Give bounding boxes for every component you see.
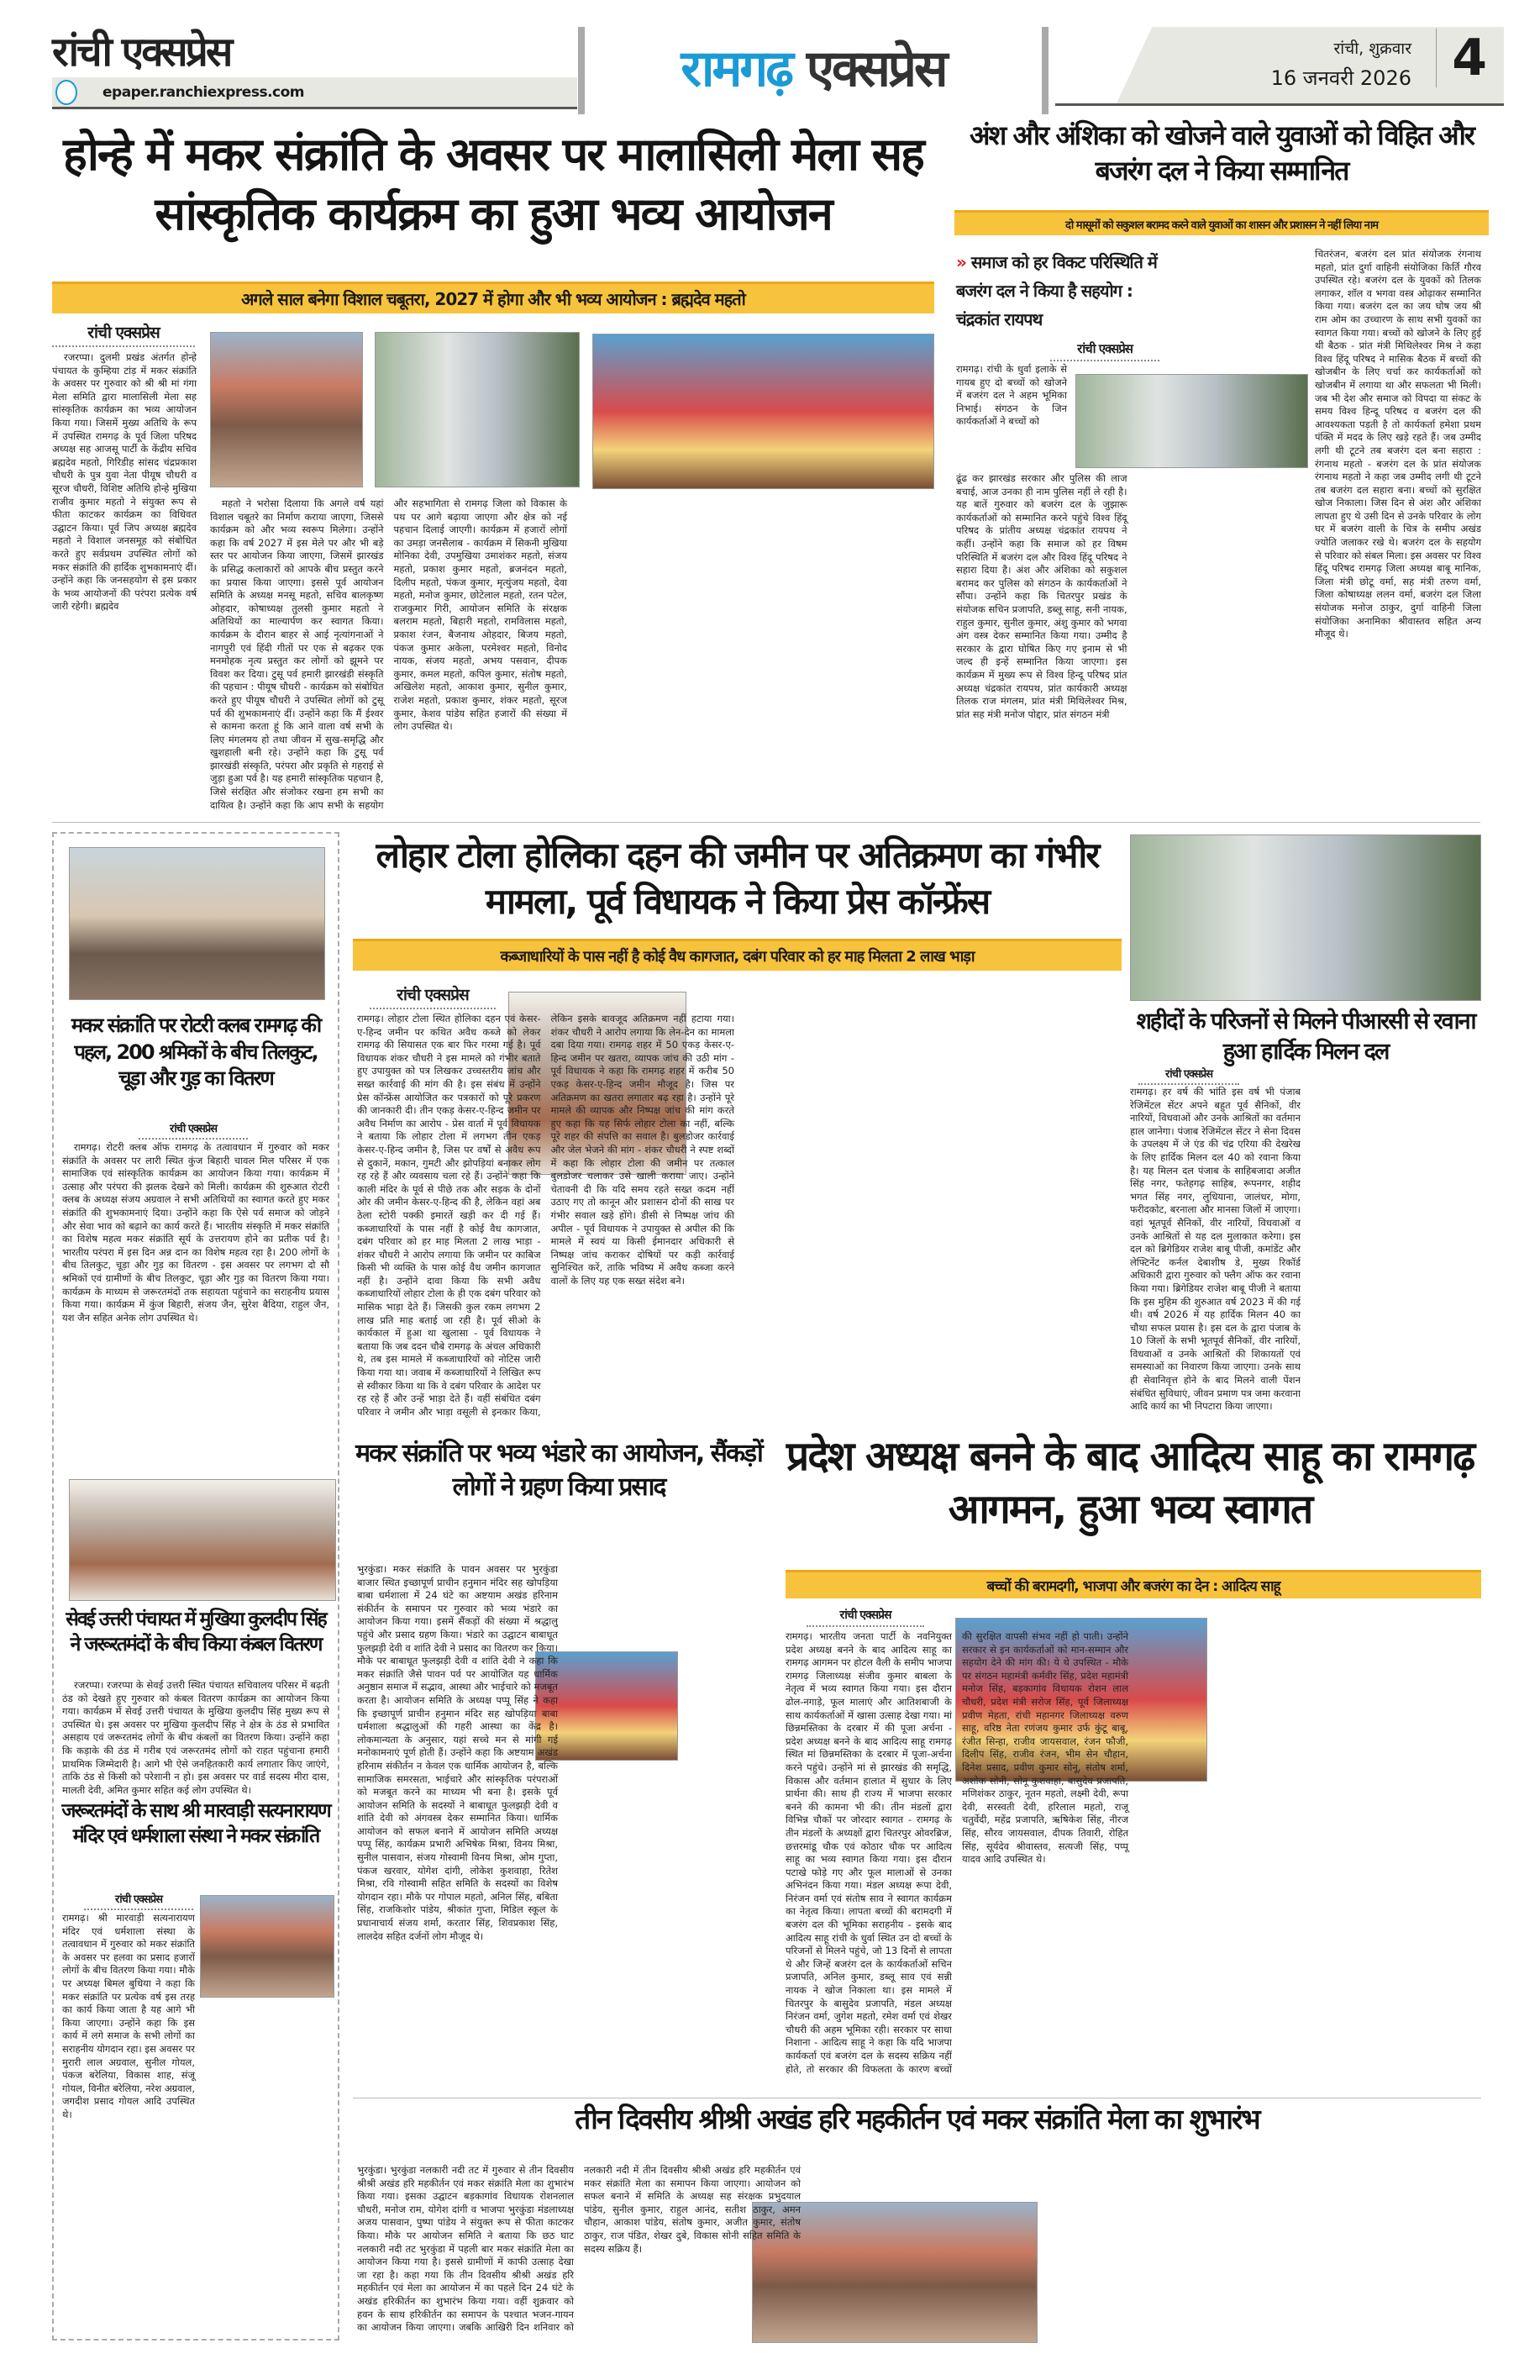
strap-lohar-tola: कब्जाधारियों के पास नहीं है कोई वैध कागजात, दबंग परिवार को हर माह मिलता 2 लाख भाड़ा <box>353 939 1122 971</box>
double-chevron-icon: » <box>956 252 966 272</box>
article-body <box>62 2004 329 2336</box>
place-day: रांची, शुक्रवार <box>1333 39 1411 58</box>
issue-date: 16 जनवरी 2026 <box>1270 66 1411 90</box>
headline-rotary: मकर संक्रांति पर रोटरी क्लब रामगढ़ की पहल, 200 श्रमिकों के बीच तिलकुट, चूड़ा और गुड़ का वितरण <box>71 1014 321 1091</box>
byline: रांची एक्सप्रेस <box>139 1120 248 1140</box>
strap-mela: अगले साल बनेगा विशाल चबूतरा, 2027 में होगा और भी भव्य आयोजन : ब्रह्मदेव महतो <box>52 282 934 313</box>
photo-marwari-samaj <box>200 1895 334 1998</box>
article-body: रामगढ़। रांची के धुर्वा इलाके से गायब हुए दो बच्चों को खोजने में बजरंग दल ने अहम भूमिका निभाई। संगठन के जिन कार्यकर्ताओं ने बच्चों को <box>956 363 1067 428</box>
edition-name-b: एक्सप्रेस <box>806 39 946 98</box>
photo-rotary-club <box>69 847 325 1000</box>
article-body: रामगढ़। लोहार टोला स्थित होलिका दहन एवं केसर-ए-हिन्द जमीन पर कथित अवैध कब्जे को लेकर रामगढ़ की सियासत एक बार फिर गरमा गई है। पूर्व विधायक शंकर चौधरी ने इस मामले को गंभीर बताते हुए उपायुक्त को पत्र लिखकर उच्चस्तरीय जांच और सख्त कार्रवाई की मांग की है। इस संबंध में उन्होंने प्रेस कॉन्फ्रेंस आयोजित कर पत्रकारों को पूरे प्रकरण की जानकारी दी। तीन एकड़ केसर-ए-हिन्द जमीन पर अवैध निर्माण का आरोप - प्रेस वार्ता में पूर्व विधायक ने बताया कि लोहार टोला में लगभग तीन एकड़ केसर-ए-हिन्द जमीन है, जिस पर वर्षों से अवैध रूप से दुकानें, मकान, गुमटी और झोपड़ियां बनाकर लोग रह रहे हैं और व्यवसाय चला रहे हैं। उन्होंने कहा कि काली मंदिर के पूर्व से पीछे तक और सड़क के दोनों ओर की जमीन केसर-ए-हिन्द की है, लेकिन वहां अब ठेला स्टोरी पक्की इमारतें खड़ी कर दी गई हैं। कब्जाधारियों के पास नहीं है कोई वैध कागजात, दबंग परिवार को हर माह मिलता 2 लाख भाड़ा - शंकर चौधरी ने आरोप लगाया कि जमीन पर काबिज किसी भी व्यक्ति के पास कोई वैध जमीन कागजात नहीं है। उन्होंने दावा किया कि सभी अवैध कब्जाधारियों लोहार टोला के ही एक दबंग परिवार को मासिक भाड़ा देते हैं। जिसकी कुल रकम लगभग 2 लाख प्रति माह बताई जा रही है। पूर्व सीओ के कार्यकाल में हुआ था खुलासा - पूर्व विधायक ने बताया कि जब ददन चौबे रामगढ़ के अंचल अधिकारी थे, तब इस मामले में कब्जाधारियों को नोटिस जारी किया गया था। जवाब में कब्जाधारियों ने लिखित रूप से स्वीकार किया था कि वे दबंग परिवार के आदेश पर रह रहे हैं और उन्हें भाड़ा देते हैं। वहीं संबंधित दबंग परिवार ने जमीन और भाड़ा वसूली से इनकार किया, लेकिन इसके बावजूद अतिक्रमण नहीं हटाया गया। शंकर चौधरी ने आरोप लगाया कि लेन-देन का मामला दबा दिया गया। रामगढ़ शहर में 50 एकड़ केसर-ए-हिन्द जमीन पर खतरा, व्यापक जांच की उठी मांग - पूर्व विधायक ने कहा कि रामगढ़ शहर में करीब 50 एकड़ केसर-ए-हिन्द जमीन मौजूद है। जिस पर अतिक्रमण का खतरा लगातार बढ़ रहा है। उन्होंने पूरे मामले की व्यापक और निष्पक्ष जांच की मांग करते हुए कहा कि यह सिर्फ लोहार टोला का नहीं, बल्कि पूरे शहर की संपत्ति का सवाल है। बुलडोजर कार्रवाई और जेल भेजने की मांग - शंकर चौधरी ने स्पष्ट शब्दों में कहा कि लोहार टोला की जमीन पर तत्काल बुलडोजर चलाकर उसे खाली कराया जाए। उन्होंने चेतावनी दी कि यदि समय रहते सख्त कदम नहीं उठाए गए तो कानून और प्रशासन दोनों की साख पर गंभीर सवाल खड़े होंगे। डीसी से निष्पक्ष जांच की अपील - पूर्व विधायक ने उपायुक्त से अपील की कि मामले में स्वयं या किसी ईमानदार अधिकारी से निष्पक्ष जांच कराकर दोषियों पर कड़ी कार्रवाई सुनिश्चित करें, ताकि भविष्य में अवैध कब्जा करने वालों के लिए यह एक सख्त संदेश बने। <box>357 1013 734 1418</box>
headline-shaheed: शहीदों के परिजनों से मिलने पीआरसी से रवाना हुआ हार्दिक मिलन दल <box>1136 1008 1475 1065</box>
photo-felicitation <box>1075 374 1308 468</box>
headline-bhandara: मकर संक्रांति पर भव्य भंडारे का आयोजन, सैंकड़ों लोगों ने ग्रहण किया प्रसाद <box>355 1439 762 1502</box>
strap-bajrang-dal: दो मासूमों को सकुशल बरामद करने वाले युवाओं का शासन और प्रशासन ने नहीं लिया नाम <box>954 210 1489 235</box>
masthead <box>0 0 1540 118</box>
website-url[interactable]: epaper.ranchiexpress.com <box>102 83 304 101</box>
edition-name-a: रामगढ़ <box>681 39 791 98</box>
article-body: रामगढ़। हर वर्ष की भांति इस वर्ष भी पंजाब रेजिमेंटल सेंटर अपने बहुत पूर्व सैनिकों, वीर नारियों, विधवाओं और उनके आश्रितों का वर्तमान हाल जानेगा। पंजाब रेजिमेंटल सेंटर ने सेना दिवस के उपलक्ष्य में जे एंड की चंद्र एरिया की देखरेख के लिए हार्दिक मिलन दल 40 को रवाना किया है। यह मिलन दल पंजाब के साहिबजादा अजीत सिंह नगर, फतेहगढ़ साहिब, रूपनगर, शहीद भगत सिंह नगर, लुधियाना, जालंधर, मोगा, फरीदकोट, बरनाला और मानसा जिलों में जाएगा। वहां भूतपूर्व सैनिकों, वीर नारियों, विधवाओं व उनके आश्रितों से यह दल मुलाकात करेगा। इस दल को ब्रिगेडियर राजेश बाबू पीजी, कमांडेंट और लेफ्टिनेंट कर्नल देबाशीष डे, मुख्य रिकॉर्ड अधिकारी द्वारा गुरुवार को फ्लैग ऑफ कर रवाना किया गया। ब्रिगेडियर राजेश बाबू पीजी ने बताया कि इस मुहिम की शुरुआत वर्ष 2023 में की गई थी। वर्ष 2026 में यह हार्दिक मिलन 40 का चौथा सफल प्रयास है। इस दल के द्वारा पंजाब के 10 जिलों के सभी भूतपूर्व सैनिकों, वीर नारियों, विधवाओं व उनके आश्रितों की शिकायतों एवं समस्याओं का निवारण किया जाएगा। उनके साथ ही सेवानिवृत्त होने के बाद मिलने वाली पेंशन संबंधित सुविधाएं, जीवन प्रमाण पत्र जमा करवाना आदि कार्य का भी निपटारा किया जाएगा। <box>1130 1086 1301 1413</box>
article-body: ढूंढ कर झारखंड सरकार और पुलिस की लाज बचाई, आज उनका ही नाम पुलिस नहीं ले रही है। यह बातें गुरुवार को बजरंग दल के जुझारू कार्यकर्ताओं को सम्मानित करने पहुंचे विश्व हिंदू परिषद के प्रांतीय अध्यक्ष चंद्रकांत रायपथ ने कहीं। उन्होंने कहा कि समाज को हर विषम परिस्थिति में बजरंग दल और विश्व हिंदू परिषद ने सहारा दिया है। अंश और अंशिका को सकुशल बरामद कर पुलिस को संगठन के कार्यकर्ताओं ने सौंपा। उन्होंने कहा कि चितरपुर प्रखंड के संयोजक सचिन प्रजापति, डब्लू साहू, सनी नायक, राहुल कुमार, सुनील कुमार, अंशु कुमार को भगवा अंग वस्त्र देकर सम्मानित किया गया। उम्मीद है सरकार के द्वारा घोषित किए गए इनाम से भी जल्द ही इन्हें सम्मानित किया जाएगा। इस कार्यक्रम में मुख्य रूप से विश्व हिन्दू परिषद प्रांत अध्यक्ष चंद्रकांत रायपथ, प्रांत कार्यकारी अध्यक्ष तिलक राज मंगलम, प्रांत मंत्री मिथिलेश्वर मिश्र, प्रांत सह मंत्री मनोज पोद्दार, प्रांत संगठन मंत्री <box>956 472 1127 720</box>
headline-lohar-tola: लोहार टोला होलिका दहन की जमीन पर अतिक्रमण का गंभीर मामला, पूर्व विधायक ने किया प्रेस कॉन्फ्रेंस <box>376 835 1099 923</box>
hand-pointer-icon <box>55 80 77 105</box>
byline: रांची एक्सप्रेस <box>52 321 195 347</box>
article-body: रामगढ़। रोटरी क्लब ऑफ रामगढ़ के तत्वावधान में गुरुवार को मकर संक्रांति के अवसर पर लारी स्थित कुंज बिहारी चावल मिल परिसर में एक सामाजिक एवं सांस्कृतिक कार्यक्रम का आयोजन किया गया। कार्यक्रम में उत्साह और परंपरा की झलक देखने को मिली। कार्यक्रम की शुरुआत रोटरी क्लब के अध्यक्ष संजय अग्रवाल ने सभी अतिथियों का स्वागत करते हुए मकर संक्रांति की शुभकामनाएं दिया। उन्होंने कहा कि ऐसे पर्व समाज को जोड़ने और सेवा भाव को बढ़ाने का कार्य करते हैं। भारतीय संस्कृति में मकर संक्रांति का विशेष महत्व मकर संक्रांति सूर्य के उत्तरायण होने का प्रतीक पर्व है। भारतीय परंपरा में इस दिन अन्न दान का विशेष महत्व रहा है। 200 लोगों के बीच तिलकुट, चूड़ा और गुड़ का वितरण - इस अवसर पर लगभग दो सौ श्रमिकों एवं ग्रामीणों के बीच तिलकुट, चूड़ा और गुड़ का वितरण किया गया। कार्यक्रम के माध्यम से जरूरतमंदों तक सहायता पहुंचाने का सराहनीय प्रयास किया गया। कार्यक्रम में कुंज बिहारी, संजय जैन, सुरेश बैदिया, राहुल जैन, यश जैन सहित अनेक लोग उपस्थित थे। <box>62 1141 329 1324</box>
byline: रांची एक्सप्रेस <box>1138 1066 1239 1085</box>
headline-blanket: सेवई उत्तरी पंचायत में मुखिया कुलदीप सिंह ने जरूरतमंदों के बीच किया कंबल वितरण <box>66 1609 326 1656</box>
photo-blanket-distribution <box>69 1479 336 1601</box>
headline-aditya-sahu: प्रदेश अध्यक्ष बनने के बाद आदित्य साहू का रामगढ़ आगमन, हुआ भव्य स्वागत <box>786 1433 1474 1534</box>
date-panel <box>1055 27 1504 106</box>
article-body: भुरकुंडा। मकर संक्रांति के पावन अवसर पर भुरकुंडा बाजार स्थित इच्छापूर्ण प्राचीन हनुमान मंदिर सह खोपड़िया बाबा धर्मशाला में 24 घंटे का अष्टयाम अखंड हरिनाम संकीर्तन के समापन पर गुरुवार को भव्य भंडारे का आयोजन किया गया। इसमें सैंकड़ों की संख्या में श्रद्धालु पहुंचे और प्रसाद ग्रहण किया। भंडारे का उद्घाटन बाबाधूत फुलझड़ी देवी व शांति देवी ने प्रसाद का वितरण कर किया। मौके पर बाबाधूत फुलझड़ी देवी व शांति देवी ने कहा कि मकर संक्रांति जैसे पावन पर्व पर आयोजित यह धार्मिक अनुष्ठान समाज में सद्भाव, आस्था और भाईचारे को मजबूत करता है। आयोजन समिति के अध्यक्ष पप्पू सिंह ने कहा कि इच्छापूर्ण प्राचीन हनुमान मंदिर सह खोपड़िया बाबा धर्मशाला श्रद्धालुओं की गहरी आस्था का केंद्र है। लोकमान्यता के अनुसार, यहां सच्चे मन से मांगी गई मनोकामनाएं पूर्ण होती हैं। उन्होंने कहा कि अष्टयाम अखंड हरिनाम संकीर्तन न केवल एक धार्मिक आयोजन है, बल्कि सामाजिक समरसता, भाईचारे और सांस्कृतिक परंपराओं को मजबूत करने का माध्यम भी बना है। इसके पूर्व आयोजन समिति के सदस्यों ने बाबाधूत फुलझड़ी देवी व शांति देवी को अंगवस्त्र देकर सम्मानित किया। धार्मिक आयोजन को सफल बनाने में आयोजन समिति अध्यक्ष पप्पू सिंह, कार्यक्रम प्रभारी अभिषेक मिश्रा, विनय मिश्रा, सुनील पासवान, संजय गोस्वामी विनय मिश्रा, ओम गुप्ता, पंकज खरवार, योगेश दांगी, लोकेश कुशवाहा, रितेश मिश्रा, रवि गोस्वामी सहित समिति के सदस्यों का विशेष योगदान रहा। मौके पर गोपाल महतो, अनिल सिंह, बबिता सिंह, राजकिशोर पांडेय, श्रीकांत गुप्ता, मिडिल स्कूल के प्रधानाचार्य संजय शर्मा, करतार सिंह, शिवप्रकाश सिंह, लालदेव सहित दर्जनों लोग मौजूद थे। <box>357 1563 558 1942</box>
headline-mela: होन्हे में मकर संक्रांति के अवसर पर मालासिली मेला सह सांस्कृतिक कार्यक्रम का हुआ भव्य आयोजन <box>63 128 923 241</box>
pullquote: » समाज को हर विकट परिस्थिति में बजरंग दल ने किया है सहयोग : चंद्रकांत रायपथ <box>956 252 1157 329</box>
article-body: भुरकुंडा। भुरकुंडा नलकारी नदी तट में गुरुवार से तीन दिवसीय श्रीश्री अखंड हरि महकीर्तन एवं मकर संक्रांति मेला का शुभारंभ किया गया। इसका उद्घाटन बड़कागांव विधायक रोशनलाल चौधरी, मनोज राम, योगेश दांगी व भाजपा भुरकुंडा मंडलाध्यक्ष अजय पासवान, पुष्पा पांडेय ने संयुक्त रूप से फीता काटकर किया। मौके पर आयोजन समिति ने बताया कि छठ घाट नलकारी नदी तट भुरकुंडा में पहली बार मकर संक्रांति मेला का आयोजन किया गया है। इससे ग्रामीणों में काफी उत्साह देखा जा रहा है। कहा गया कि तीन दिवसीय श्रीश्री अखंड हरि महकीर्तन एवं मेला का आयोजन में का पहले दिन 24 घंटे के अखंड हरिकीर्तन का शुभारंभ किया गया। वहीं शुक्रवार को हवन के साथ हरिकीर्तन का समापन के पश्चात भजन-गायन का आयोजन किया जाएगा। जबकि आखिरी दिन शनिवार को नलकारी नदी में तीन दिवसीय श्रीश्री अखंड हरि महकीर्तन एवं मकर संक्रांति मेला का समापन किया जाएगा। आयोजन को सफल बनाने में समिति के अध्यक्ष सह संरक्षक प्रभुदयाल पांडेय, सुनील कुमार, राहुल आनंद, सतीश ठाकुर, अमन चौहान, आकाश पांडेय, संतोष कुमार, अजीत कुमार, संतोष ठाकुर, राज पंडित, शेखर दुबे, विकास सोनी सहित समिति के सदस्य सक्रिय हैं। <box>357 2164 801 2334</box>
headline-harikirtan: तीन दिवसीय श्रीश्री अखंड हरि महकीर्तन एवं मकर संक्रांति मेला का शुभारंभ <box>575 2103 1259 2135</box>
article-body: रजरप्पा। दुलमी प्रखंड अंतर्गत होन्हे पंचायत के कुम्हिया टांड़ में मकर संक्रांति के अवसर पर गुरुवार को श्री श्री मां गंगा मेला समिति द्वारा मालासिली मेला सह सांस्कृतिक कार्यक्रम का भव्य आयोजन किया गया। जिसमें मुख्य अतिथि के रूप में उपस्थित रामगढ़ के पूर्व जिला परिषद अध्यक्ष सह आजसू पार्टी के केंद्रीय सचिव ब्रह्मदेव महतो, गिरिडीह सांसद चंद्रप्रकाश चौधरी के पुत्र युवा नेता पीयूष चौधरी व सूरज चौधरी, विशिष्ट अतिथि होन्हे मुखिया राजीव कुमार महतो ने संयुक्त रूप से फीता काटकर कार्यक्रम का विधिवत उद्घाटन किया। पूर्व जिप अध्यक्ष ब्रह्मदेव महतो ने विशाल जनसमूह को संबोधित करते हुए सर्वप्रथम उपस्थित लोगों को मकर संक्रांति की हार्दिक शुभकामनाएं दीं। उन्होंने कहा कि जनसहयोग से इस प्रकार के भव्य आयोजनों की परंपरा प्रत्येक वर्ष जारी रहेगी। ब्रह्मदेव <box>52 351 197 613</box>
article-body: चितरंजन, बजरंग दल प्रांत संयोजक रंगनाथ महतो, प्रांत दुर्गा वाहिनी संयोजिका किर्ति गौरव उपस्थित रहे। बजरंग दल के युवकों को तिलक लगाकर, शॉल व भगवा वस्त्र ओढ़ाकर सम्मानित किया गया। बजरंग दल का जय घोष जय श्री राम ओम का उच्चारण के साथ सभी युवकों का स्वागत किया गया। बच्चों को खोजने के लिए हुई थी बैठक - प्रांत मंत्री मिथिलेश्वर मिश्र ने कहा विश्व हिंदू परिषद ने मासिक बैठक में बच्चों की खोजबीन के लिए चर्चा कर कार्यकर्ताओं को खोजबीन में लगाया था और सफलता भी मिली। जब भी देश और समाज को विपदा या संकट के समय विश्व हिन्दू परिषद व बजरंग दल की आवश्यकता पड़ती है तो कार्यकर्ता हमेशा प्रथम पंक्ति में मदद के लिए खड़े रहते हैं। जब उम्मीद लगी थी टूटने तब बजरंग दल बना सहारा : रंगनाथ महतो - बजरंग दल के प्रांत संयोजक रंगनाथ महतो ने कहा जब उम्मीद लगी थी टूटने तब बजरंग दल सहारा बना। बच्चों को सुरक्षित खोज निकाला। जिस दिन से अंश और अंशिका लापता हुए थे उसी दिन से उनके परिवार के लोग घर में बजरंग वाली के चित्र के समीप अखंड ज्योति जलाकर रखे थे। बजरंग दल के सहयोग से परिवार को संबल मिला। इस अवसर पर विश्व हिंदू परिषद रामगढ़ जिला अध्यक्ष बाबू मानिक, जिला मंत्री छोटू वर्मा, सह मंत्री तरुण वर्मा, जिला कोषाध्यक्ष ललन वर्मा, बजरंग दल जिला संयोजक मनोज ठाकुर, दुर्गा वाहिनी जिला संयोजिका अनामिका श्रीवास्तव सहित अन्य मौजूद थे। <box>1315 248 1481 640</box>
photo-crowd <box>592 334 934 489</box>
website-bar <box>52 77 577 109</box>
photo-flag-off <box>1130 835 1481 1001</box>
headline-bajrang-dal: अंश और अंशिका को खोजने वाले युवाओं को विहित और बजरंग दल ने किया सम्मानित <box>970 119 1474 187</box>
edition-banner <box>578 27 1049 114</box>
divider <box>52 822 1480 823</box>
article-body: रामगढ़। भारतीय जनता पार्टी के नवनियुक्त प्रदेश अध्यक्ष बनने के बाद आदित्य साहू का रामगढ़ आगमन पर होटल वैली के समीप भाजपा रामगढ़ जिलाध्यक्ष संजीव कुमार बाबला के नेतृत्व में भव्य स्वागत किया गया। इस दौरान ढोल-नगाड़े, फूल मालाएं और आतिशबाजी के साथ कार्यकर्ताओं में खासा उत्साह देखा गया। मां छिन्नमस्तिका के दरबार में की पूजा अर्चना - प्रदेश अध्यक्ष बनने के बाद आदित्य साहू रामगढ़ स्थित मां छिन्नमस्तिका के दरबार में पूजा-अर्चना करने पहुंचे। उन्होंने मां से झारखंड की समृद्धि, विकास और वर्तमान हालात में सुधार के लिए प्रार्थना की। साथ ही राज्य में भाजपा सरकार बनने की कामना भी की। तीन मंडलों द्वारा विभिन्न चौकों पर जोरदार स्वागत - रामगढ़ के तीन मंडलों के अध्यक्षों द्वारा चितरपुर ओवरब्रिज, छत्तरमांडू चौक एवं कोठार चौक पर आदित्य साहू का भव्य स्वागत किया गया। इस दौरान पटाखे फोड़े गए और फूल मालाओं से उनका अभिनंदन किया गया। मंडल अध्यक्ष रूपा देवी, निरंजन वर्मा एवं संतोष साव ने स्वागत कार्यक्रम का नेतृत्व किया। लापता बच्चों की बरामदगी में बजरंग दल की भूमिका सराहनीय - इसके बाद आदित्य साहू रांची के धुर्वा स्थित उन दो बच्चों के परिजनों से मिलने पहुंचे, जो 13 दिनों से लापता थे और जिन्हें बजरंग दल के कार्यकर्ताओं सचिन प्रजापति, अनिल कुमार, डब्लू साव एवं सन्नी नायक ने खोज निकाला था। इस मामले में चितरपुर के बासुदेव प्रजापति, मंडल अध्यक्ष निरंजन वर्मा, जुगेश महतो, रमेश वर्मा एवं शेखर चौधरी की अहम भूमिका रही। सरकार पर साधा निशाना - आदित्य साहू ने कहा कि यदि भाजपा कार्यकर्ता एवं बजरंग दल के सदस्य सक्रिय नहीं होते, तो सरकार की विफलता के कारण बच्चों की सुरक्षित वापसी संभव नहीं हो पाती। उन्होंने सरकार से इन कार्यकर्ताओं को मान-सम्मान और सहयोग देने की मांग की। ये थे उपस्थित - मौके पर संगठन महामंत्री कर्मवीर सिंह, प्रदेश महामंत्री मनोज सिंह, बड़कागांव विधायक रोशन लाल चौधरी, प्रदेश मंत्री सरोज सिंह, पूर्व जिलाध्यक्ष प्रवीण मेहता, रांची महानगर जिलाध्यक्ष वरुण साहू, वरिष्ठ नेता रणंजय कुमार उर्फ कुंटू बाबू, रंजीत सिन्हा, राजीव जायसवाल, रंजन फौजी, दिलीप सिंह, राजीव रंजन, भीम सेन चौहान, दिनेश प्रसाद, प्रवीण कुमार सोनू, संतोष शर्मा, अशोक सोनी, सोनू कुशवाहा, बासुदेव प्रजापति, मणिशंकर ठाकुर, नूतन महतो, लक्ष्मी देवी, रूपा देवी, सरस्वती देवी, हरिलाल महतो, राजू चतुर्वेदी, महेंद्र प्रजापति, ऋषिकेश सिंह, नीरज सिंह, सौरव जायसवाल, दीपक तिवारी, रोहित सिंह, सूर्यदेव श्रीवास्तव, सत्यजी सिंह, पप्पू यादव आदि उपस्थित थे। <box>786 1630 1128 2075</box>
page-number: 4 <box>1436 29 1487 87</box>
logo: रांची एक्सप्रेस <box>52 29 231 76</box>
headline-marwari: जरूरतमंदों के साथ श्री मारवाड़ी सत्यनारायण मंदिर एवं धर्मशाला संस्था ने मकर संक्रांति <box>61 1800 330 1848</box>
article-body: रामगढ़। श्री मारवाड़ी सत्यनारायण मंदिर एवं धर्मशाला संस्था के तत्वावधान में गुरुवार को मकर संक्रांति के अवसर पर हलवा का प्रसाद हजारों लोगों के बीच वितरण किया गया। मौके पर अध्यक्ष बिमल बुधिया ने कहा कि मकर संक्रांति पर प्रत्येक वर्ष इस तरह का कार्य किया जाता है यह आगे भी किया जाएगा। उन्होंने कहा कि इस कार्य में लगे समाज के सभी लोगों का सराहनीय योगदान रहा। इस अवसर पर मुरारी लाल अग्रवाल, सुनील गोयल, पंकज बरेलिया, विकास शाह, संजू गोयल, विनीत बरेलिया, नरेश अग्रवाल, जगदीश प्रसाद गोयल आदि उपस्थित थे। <box>62 1912 195 2120</box>
byline: रांची एक्सप्रेस <box>1050 340 1159 361</box>
photo-ribbon-cutting <box>375 332 580 487</box>
strap-aditya-sahu: बच्चों की बरामदगी, भाजपा और बजरंग का देन : आदित्य साहू <box>786 1570 1481 1598</box>
article-body: रजरप्पा। रजरप्पा के सेवई उत्तरी स्थित पंचायत सचिवालय परिसर में बढ़ती ठंड को देखते हुए गुरुवार को कंबल वितरण कार्यक्रम का आयोजन किया गया। कार्यक्रम में सेवई उत्तरी पंचायत के मुखिया कुलदीप सिंह मुख्य रूप से उपस्थित थे। इस अवसर पर मुखिया कुलदीप सिंह ने क्षेत्र के ठंड से प्रभावित असहाय एवं जरूरतमंद लोगों के बीच कंबलों का वितरण किया। उन्होंने कहा कि कड़ाके की ठंड में गरीब एवं जरूरतमंद लोगों को राहत पहुंचाना हमारी प्राथमिक जिम्मेदारी है। आगे भी ऐसे जनहितकारी कार्य लगातार किए जाएंगे, ताकि ठंड से किसी को परेशानी न हो। इस अवसर पर वार्ड सदस्य मीरा दास, मालती देवी, अमित कुमार सहित कई लोग उपस्थित थे। <box>62 1679 329 1796</box>
photo-inauguration <box>210 332 363 487</box>
article-body: महतो ने भरोसा दिलाया कि अगले वर्ष यहां विशाल चबूतरे का निर्माण कराया जाएगा, जिससे कार्यक्रम को और भव्य स्वरूप मिलेगा। उन्होंने कहा कि वर्ष 2027 में इस मेले पर और भी बड़े स्तर पर आयोजन किया जाएगा, जिसमें झारखंड के प्रसिद्ध कलाकारों को आपके बीच प्रस्तुत करने का प्रयास किया जाएगा। इससे पूर्व आयोजन समिति के अध्यक्ष मनसू महतो, सचिव बालकृष्ण ओहदार, कोषाध्यक्ष तुलसी कुमार महतो ने अतिथियों का माल्यार्पण कर स्वागत किया। कार्यक्रम के दौरान बाहर से आई नृत्यांगनाओं ने नागपुरी एवं हिंदी गीतों पर एक से बढ़कर एक मनमोहक नृत्य प्रस्तुत कर लोगों को झूमने पर विवश कर दिया। टुसू पर्व हमारी झारखंडी संस्कृति की पहचान : पीयूष चौधरी - कार्यक्रम को संबोधित करते हुए पीयूष चौधरी ने उपस्थित लोगों को टुसू पर्व की शुभकामनाएं दीं। उन्होंने कहा कि मैं ईश्वर से कामना करता हूं कि आने वाला वर्ष सभी के लिए मंगलमय हो तथा जीवन में सुख-समृद्धि और खुशहाली बनी रहे। उन्होंने कहा कि टुसू पर्व झारखंडी संस्कृति, परंपरा और प्रकृति से गहराई से जुड़ा हुआ पर्व है। यह हमारी सांस्कृतिक पहचान है, जिसे संरक्षित और संजोकर रखना हम सभी का दायित्व है। उन्होंने कहा कि आप सभी के सहयोग और सहभागिता से रामगढ़ जिला को विकास के पथ पर आगे बढ़ाया जाएगा और क्षेत्र को नई पहचान दिलाई जाएगी। कार्यक्रम में हजारों लोगों का उमड़ा जनसैलाब - कार्यक्रम में सिकनी मुखिया मोनिका देवी, उपमुखिया उमाशंकर महतो, संजय महतो, प्रकाश कुमार महतो, ब्रजनंदन महतो, दिलीप महतो, पंकज कुमार, मृत्युंजय महतो, देवा महतो, मनोज कुमार, छोटेलाल महतो, रतन पटेल, राजकुमार गिरी, आयोजन समिति के संरक्षक बलराम महतो, बिहारी महतो, रामविलास महतो, प्रकाश रंजन, बैजनाथ ओहदार, बिजय महतो, पंकज कुमार अकेला, परमेश्वर महतो, विनोद नायक, संजय महतो, अभय पसवान, दीपक कुमार, कमल महतो, कपिल कुमार, संतोष महतो, अखिलेश महतो, आकाश कुमार, सुनील कुमार, राजेश महतो, प्रकाश कुमार, शंकर महतो, सूरज कुमार, केशव पांडेय सहित हजारों की संख्या में लोग उपस्थित थे। <box>210 498 567 811</box>
byline: रांची एक्सप्रेस <box>807 1607 924 1627</box>
byline: रांची एक्सप्रेस <box>370 983 496 1009</box>
byline: रांची एक्सप्रेस <box>84 1891 193 1910</box>
